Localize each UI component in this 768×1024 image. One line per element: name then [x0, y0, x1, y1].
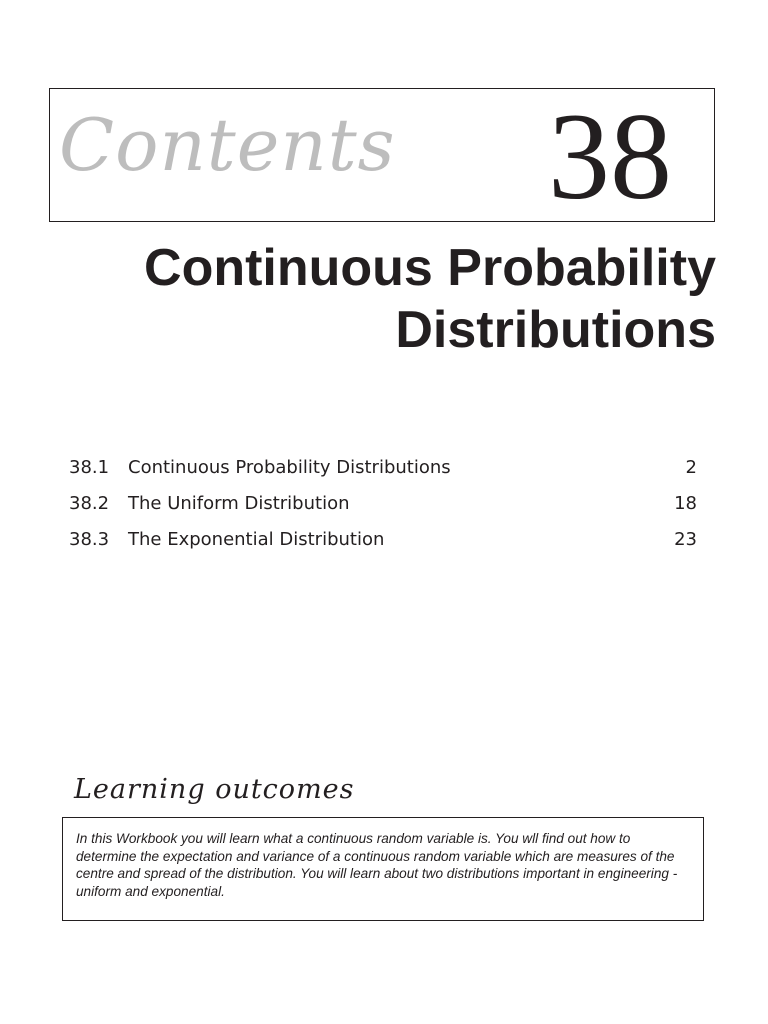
toc-section-title: The Uniform Distribution	[128, 493, 350, 514]
workbook-title-line-2: Distributions	[395, 301, 716, 359]
toc-entry-38-1[interactable]	[69, 453, 697, 489]
toc-page-number: 18	[674, 493, 697, 514]
toc-section-title: Continuous Probability Distributions	[128, 457, 451, 478]
contents-header-box	[49, 88, 715, 225]
table-of-contents	[69, 453, 697, 561]
toc-section-number: 38.2	[69, 493, 110, 514]
toc-section-number: 38.1	[69, 457, 110, 478]
workbook-title-line-1: Continuous Probability	[144, 239, 716, 297]
learning-outcomes-text: In this Workbook you will learn what a continuous random variable is. You wll find out how to determine the expectation and variance of a continuous random variable which are measures of the centre and spread of the distribution. You will learn about two distributions important in engineering - uniform and exponential.	[76, 831, 678, 899]
toc-page-number: 23	[674, 529, 697, 550]
chapter-number: 38	[548, 88, 672, 225]
learning-outcomes-heading: Learning outcomes	[74, 774, 355, 805]
toc-entry-38-3[interactable]	[69, 525, 697, 561]
toc-entry-38-2[interactable]	[69, 489, 697, 525]
toc-page-number: 2	[685, 457, 697, 478]
contents-label: Contents	[59, 103, 396, 187]
workbook-title	[36, 237, 716, 361]
toc-section-number: 38.3	[69, 529, 110, 550]
learning-outcomes-box	[62, 817, 704, 921]
toc-section-title: The Exponential Distribution	[128, 529, 385, 550]
